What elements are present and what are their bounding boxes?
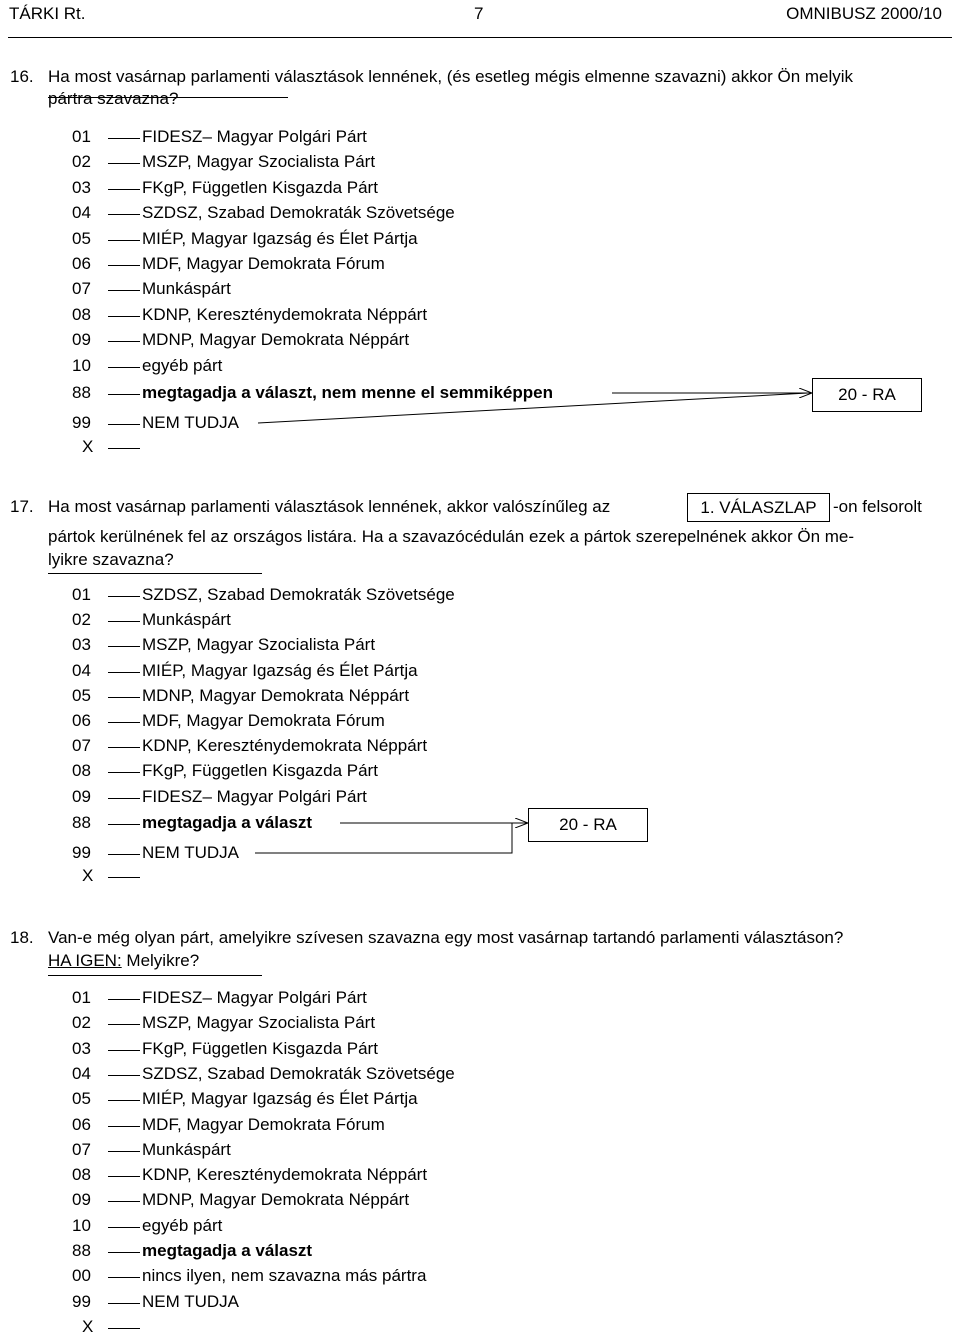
q18-text-line1: Van-e még olyan párt, amelyikre szívesen szavazna egy most vasárnap tartandó parlamenti választáson? (48, 928, 844, 947)
q17-option-label: megtagadja a választ (142, 813, 313, 832)
q16-option-code: 02 (72, 152, 91, 172)
q16-option-code: 05 (72, 228, 91, 248)
q16-option-label: FIDESZ– Magyar Polgári Párt (142, 127, 367, 146)
q16-option-code: 06 (72, 254, 91, 273)
q18-option-code: 02 (72, 1013, 91, 1033)
q16-option-code: 08 (72, 304, 91, 324)
q18-condition: HA IGEN: (48, 951, 122, 970)
q17-text-line1a: Ha most vasárnap parlamenti választások lennének, akkor valószínűleg az (48, 497, 611, 516)
q18-option-label: FKgP, Független Kisgazda Párt (142, 1038, 378, 1058)
q18-option-code: 07 (72, 1139, 91, 1159)
q18-option-label: MDF, Magyar Demokrata Fórum (142, 1114, 385, 1134)
q16-option-code: 09 (72, 330, 91, 350)
q17-option-label: Munkáspárt (142, 610, 231, 630)
q16-option-code: 07 (72, 279, 91, 299)
q18-option-code: 09 (72, 1190, 91, 1210)
q16-option-label: FKgP, Független Kisgazda Párt (142, 177, 378, 197)
q17-option-label: FKgP, Független Kisgazda Párt (142, 761, 378, 781)
q17-option-code: 03 (72, 635, 91, 655)
q16-option-label: MSZP, Magyar Szocialista Párt (142, 152, 376, 172)
q18-number: 18. (10, 928, 34, 947)
q17-option-label: MDF, Magyar Demokrata Fórum (142, 711, 385, 730)
q17-option-label: MIÉP, Magyar Igazság és Élet Pártja (142, 660, 418, 680)
q18-option-code: 05 (72, 1089, 91, 1109)
q18-option-label: megtagadja a választ (142, 1241, 313, 1260)
q16-text-line1: Ha most vasárnap parlamenti választások lennének, (és esetleg mégis elmenne szavazni) akkor Ön melyik (48, 67, 854, 86)
q17-text-line3: lyikre szavazna? (48, 550, 174, 569)
page-number: 7 (474, 4, 484, 23)
q16-skip-label: 20 - RA (838, 385, 896, 404)
q16-option-label: NEM TUDJA (142, 413, 239, 432)
q16-option-label: megtagadja a választ, nem menne el semmiképpen (142, 383, 553, 402)
q18-option-label: Munkáspárt (142, 1139, 231, 1159)
q16-option-code: 04 (72, 203, 91, 223)
q18-option-label: nincs ilyen, nem szavazna más pártra (142, 1266, 427, 1286)
q17-option-code: 08 (72, 761, 91, 781)
q18-option-code: 04 (72, 1063, 91, 1083)
q16-option-code: 01 (72, 127, 91, 146)
q17-option-label: MDNP, Magyar Demokrata Néppárt (142, 685, 410, 705)
q16-option-label: SZDSZ, Szabad Demokraták Szövetsége (142, 203, 455, 223)
q16-option-code: X (82, 437, 94, 456)
q16-arrow-99 (258, 393, 808, 423)
q18-option-code: 88 (72, 1241, 91, 1260)
q16-option-label: egyéb párt (142, 355, 223, 375)
q17-answer-card-label: 1. VÁLASZLAP (700, 497, 817, 517)
q17-option-label: NEM TUDJA (142, 843, 239, 862)
q18-option-label: SZDSZ, Szabad Demokraták Szövetsége (142, 1063, 455, 1083)
q16-option-label: MIÉP, Magyar Igazság és Élet Pártja (142, 228, 418, 248)
q16-option-label: KDNP, Kereszténydemokrata Néppárt (142, 304, 428, 324)
q18-option-label: KDNP, Kereszténydemokrata Néppárt (142, 1165, 428, 1185)
q18-option-label: MDNP, Magyar Demokrata Néppárt (142, 1190, 410, 1210)
q16-option-code: 88 (72, 383, 91, 402)
q18-option-label: MIÉP, Magyar Igazság és Élet Pártja (142, 1089, 418, 1109)
q17-option-label: SZDSZ, Szabad Demokraták Szövetsége (142, 585, 455, 604)
q18-option-code: X (82, 1316, 94, 1336)
q17-skip-label: 20 - RA (559, 815, 617, 834)
q17-option-code: X (82, 866, 94, 885)
q17-option-code: 05 (72, 685, 91, 705)
q16-number: 16. (10, 67, 34, 86)
q18-option-code: 99 (72, 1291, 91, 1311)
q17-option-code: 88 (72, 813, 91, 832)
q17-option-code: 09 (72, 786, 91, 806)
q17-option-code: 99 (72, 843, 91, 862)
q17-option-label: FIDESZ– Magyar Polgári Párt (142, 786, 367, 806)
q16-option-label: MDF, Magyar Demokrata Fórum (142, 254, 385, 273)
q18-option-code: 01 (72, 988, 91, 1007)
q17-arrow-99 (255, 823, 512, 853)
q18-option-label: FIDESZ– Magyar Polgári Párt (142, 988, 367, 1007)
q18-option-code: 08 (72, 1165, 91, 1185)
q16-option-code: 10 (72, 355, 91, 375)
q16-option-code: 03 (72, 177, 91, 197)
q17-option-code: 07 (72, 736, 91, 756)
q16-option-code: 99 (72, 413, 91, 432)
q17-option-label: MSZP, Magyar Szocialista Párt (142, 635, 376, 655)
q16-text-line2: pártra szavazna? (48, 89, 179, 108)
q18-option-code: 03 (72, 1038, 91, 1058)
q17-number: 17. (10, 497, 34, 516)
q18-option-code: 06 (72, 1114, 91, 1134)
q18-option-label: NEM TUDJA (142, 1291, 239, 1311)
q18-option-label: egyéb párt (142, 1215, 223, 1235)
q17-option-label: KDNP, Kereszténydemokrata Néppárt (142, 736, 428, 756)
q17-option-code: 06 (72, 711, 91, 730)
q17-option-code: 04 (72, 660, 91, 680)
q18-followup: Melyikre? (121, 951, 200, 970)
q17-text-line2: pártok kerülnének fel az országos listára. Ha a szavazócédulán ezek a pártok szerepelnének akkor Ön me- (48, 527, 855, 546)
header-org: TÁRKI Rt. (9, 4, 86, 23)
q18-option-code: 10 (72, 1215, 91, 1235)
q17-option-code: 02 (72, 610, 91, 630)
q17-option-code: 01 (72, 585, 91, 604)
q16-option-label: Munkáspárt (142, 279, 231, 299)
q18-option-code: 00 (72, 1266, 91, 1286)
q18-option-label: MSZP, Magyar Szocialista Párt (142, 1013, 376, 1033)
q17-text-line1b: -on felsorolt (833, 497, 922, 516)
survey-id: OMNIBUSZ 2000/10 (786, 4, 942, 23)
q16-option-label: MDNP, Magyar Demokrata Néppárt (142, 330, 410, 350)
